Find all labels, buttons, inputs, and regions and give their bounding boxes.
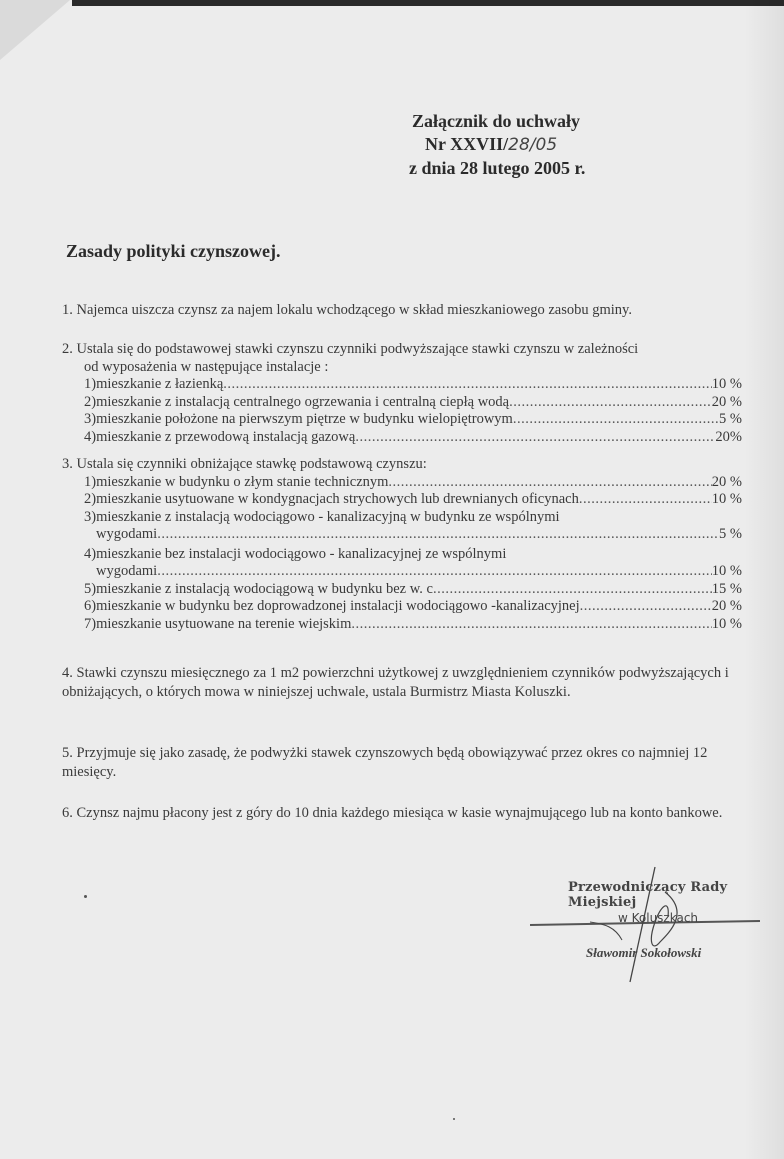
factor-value: 20% [715, 428, 742, 445]
section-5-text: 5. Przyjmuje się jako zasadę, że podwyżki stawek czynszowych będą obowiązywać przez okres co najmniej 12 miesięcy. [62, 745, 708, 780]
factor-label: 3)mieszkanie z instalacją wodociągowo - kanalizacyjną w budynku ze wspólnymi [84, 508, 560, 525]
stamp-title: Przewodniczący Rady Miejskiej [568, 880, 728, 910]
decrease-factor-row-cont [62, 563, 742, 581]
section-4-text: 4. Stawki czynszu miesięcznego za 1 m2 powierzchni użytkowej z uwzględnieniem czynników podwyższających i obniżających, o których mowa w niniejszej uchwale, ustala Burmistrz Miasta Koluszki. [62, 665, 729, 700]
resolution-number-handwritten: 28/05 [508, 135, 558, 155]
section-3 [62, 456, 742, 633]
increase-factor-row [62, 411, 742, 429]
section-1 [62, 301, 742, 320]
factor-label-cont: wygodami [96, 526, 158, 542]
header-resolution-number [405, 133, 605, 157]
leader-dots [355, 429, 715, 447]
increase-factor-row [62, 394, 742, 412]
leader-dots [433, 581, 712, 599]
resolution-number-printed: Nr XXVII/ [425, 134, 509, 154]
leader-dots [509, 394, 712, 412]
decrease-factor-row [62, 509, 742, 527]
section-2-intro-cont: od wyposażenia w następujące instalacje : [84, 358, 329, 375]
leader-dots [351, 616, 711, 634]
scan-corner-shadow [0, 0, 70, 60]
decrease-factor-row [62, 581, 742, 599]
section-2 [62, 341, 742, 446]
attachment-header [405, 110, 605, 180]
scan-top-edge [72, 0, 784, 6]
leader-dots [388, 474, 711, 492]
factor-value: 15 % [711, 580, 742, 597]
factor-label: 7)mieszkanie usytuowane na terenie wiejskim [84, 615, 352, 632]
factor-label: 6)mieszkanie w budynku bez doprowadzonej instalacji wodociągowo -kanalizacyjnej [84, 598, 580, 614]
factor-label-cont: wygodami [96, 563, 158, 579]
header-attachment-label: Załącznik do uchwały [412, 111, 581, 131]
decrease-factor-row [62, 616, 742, 634]
factor-value: 20 % [711, 598, 742, 614]
factor-value: 5 % [719, 411, 742, 427]
section-2-intro: 2. Ustala się do podstawowej stawki czynszu czynniki podwyższające stawki czynszu w zależności [62, 341, 639, 357]
increase-factor-row [62, 429, 742, 447]
leader-dots [580, 598, 712, 616]
factor-label: 1)mieszkanie w budynku o złym stanie technicznym [84, 473, 389, 490]
factor-label: 4)mieszkanie bez instalacji wodociągowo - kanalizacyjnej ze wspólnymi [84, 545, 507, 562]
factor-label: 4)mieszkanie z przewodową instalacją gazową [84, 428, 356, 445]
factor-value: 10 % [711, 491, 742, 507]
factor-value: 10 % [711, 615, 742, 632]
factor-value: 20 % [711, 473, 742, 490]
scan-speck [453, 1118, 455, 1120]
factor-label: 5)mieszkanie z instalacją wodociągową w budynku bez w. c [84, 580, 433, 597]
increase-factor-row [62, 376, 742, 394]
scan-speck [84, 895, 87, 898]
leader-dots [223, 376, 711, 394]
leader-dots [579, 491, 712, 509]
factor-value: 10 % [711, 376, 742, 392]
decrease-factor-row [62, 491, 742, 509]
signatory-name: Sławomir Sokołowski [586, 945, 702, 960]
section-5 [62, 744, 742, 782]
factor-label: 1)mieszkanie z łazienką [84, 376, 224, 392]
factor-value: 5 % [719, 526, 742, 542]
section-6 [62, 804, 742, 823]
decrease-factor-row [62, 474, 742, 492]
factor-label: 2)mieszkanie z instalacją centralnego ogrzewania i centralną ciepłą wodą [84, 393, 510, 410]
scan-shading [744, 0, 784, 1159]
section-6-text: 6. Czynsz najmu płacony jest z góry do 10 dnia każdego miesiąca w kasie wynajmującego lub na konto bankowe. [62, 805, 723, 821]
section-4 [62, 664, 742, 702]
header-date: z dnia 28 lutego 2005 r. [409, 158, 586, 178]
document-title: Zasady polityki czynszowej. [66, 241, 281, 261]
decrease-factor-row-cont [62, 526, 742, 544]
leader-dots [157, 563, 712, 581]
decrease-factor-row [62, 598, 742, 616]
leader-dots [513, 411, 719, 429]
factor-value: 20 % [711, 393, 742, 410]
factor-label: 3)mieszkanie położone na pierwszym piętrze w budynku wielopiętrowym [84, 411, 513, 427]
section-3-intro: 3. Ustala się czynniki obniżające stawkę podstawową czynszu: [62, 456, 427, 472]
section-1-text: 1. Najemca uiszcza czynsz za najem lokalu wchodzącego w skład mieszkaniowego zasobu gminy. [62, 302, 632, 318]
factor-label: 2)mieszkanie usytuowane w kondygnacjach strychowych lub drewnianych oficynach [84, 491, 579, 507]
factor-value: 10 % [711, 563, 742, 579]
signature-block [568, 880, 768, 961]
stamp-location: w Koluszkach [618, 911, 699, 925]
decrease-factor-row [62, 546, 742, 564]
leader-dots [157, 526, 719, 544]
